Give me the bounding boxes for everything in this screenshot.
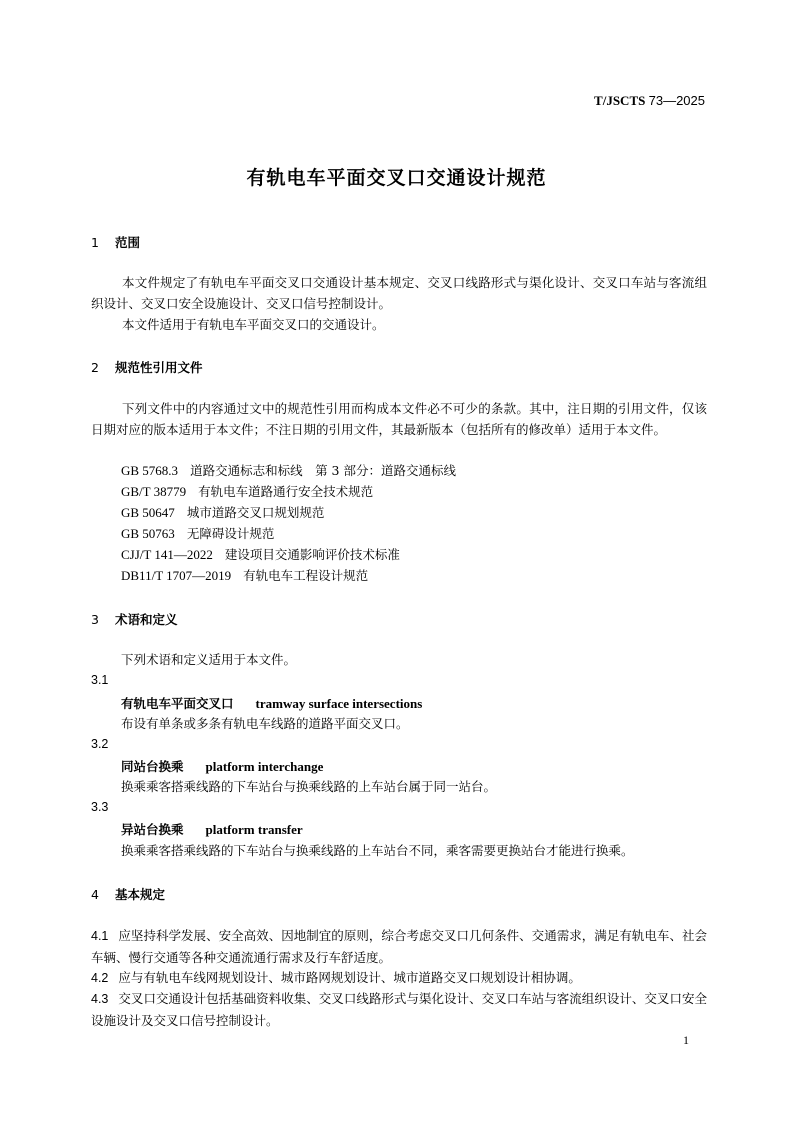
section-2-heading: [91, 358, 203, 376]
section-title: 术语和定义: [115, 612, 178, 627]
clause-number: 4.2: [91, 971, 109, 985]
term-english: platform transfer: [205, 822, 303, 837]
section-4-heading: [91, 885, 165, 903]
reference-item: [121, 545, 400, 563]
reference-title: 城市道路交叉口规划规范: [186, 505, 325, 520]
reference-title: 有轨电车工程设计规范: [243, 568, 369, 583]
section-1-paragraph-1: 本文件规定了有轨电车平面交叉口交通设计基本规定、交叉口线路形式与渠化设计、交叉口车站与客流组织设计、交叉口安全设施设计、交叉口信号控制设计。: [91, 275, 707, 311]
term-heading: [121, 757, 323, 775]
section-number: 4: [91, 887, 99, 902]
standard-number: [594, 93, 705, 109]
reference-code: CJJ/T 141—2022: [121, 547, 213, 562]
clause-number: 4.1: [91, 929, 109, 943]
term-number: 3.2: [91, 737, 109, 751]
clause-text: 交叉口交通设计包括基础资料收集、交叉口线路形式与渠化设计、交叉口车站与客流组织设计、交叉口安全设施设计及交叉口信号控制设计。: [91, 991, 707, 1028]
section-number: 3: [91, 612, 99, 627]
section-2-paragraph: 下列文件中的内容通过文中的规范性引用而构成本文件必不可少的条款。其中，注日期的引用文件，仅该日期对应的版本适用于本文件；不注日期的引用文件，其最新版本（包括所有的修改单）适用于本文件。: [91, 401, 707, 437]
reference-item: [121, 524, 274, 542]
clause-text: 应坚持科学发展、安全高效、因地制宜的原则，综合考虑交叉口几何条件、交通需求，满足有轨电车、社会车辆、慢行交通等各种交通流通行需求及行车舒适度。: [91, 928, 707, 965]
clause-item: [91, 967, 707, 989]
term-heading: [121, 694, 422, 712]
clause-text: 应与有轨电车线网规划设计、城市路网规划设计、城市道路交叉口规划设计相协调。: [118, 970, 581, 985]
reference-item: [121, 482, 373, 500]
reference-item: [121, 461, 456, 479]
term-definition: 换乘乘客搭乘线路的下车站台与换乘线路的上车站台不同，乘客需要更换站台才能进行换乘。: [121, 843, 634, 858]
section-1-paragraph-2: 本文件适用于有轨电车平面交叉口的交通设计。: [122, 317, 385, 332]
reference-item: [121, 503, 324, 521]
reference-code: GB 5768.3: [121, 463, 179, 478]
section-title: 范围: [115, 235, 141, 250]
section-title: 基本规定: [115, 887, 166, 902]
term-english: platform interchange: [205, 759, 324, 774]
document-title: 有轨电车平面交叉口交通设计规范: [246, 167, 547, 189]
reference-item: [121, 566, 368, 584]
section-1-heading: [91, 233, 140, 251]
reference-code: GB 50763: [121, 526, 175, 541]
reference-title: 道路交通标志和标线 第 3 部分：道路交通标线: [190, 463, 456, 478]
section-3-heading: [91, 610, 178, 628]
term-chinese: 同站台换乘: [121, 759, 184, 774]
section-title: 规范性引用文件: [115, 360, 203, 375]
clause-number: 4.3: [91, 992, 109, 1006]
term-heading: [121, 820, 303, 838]
standard-code: 73—2025: [648, 93, 705, 108]
term-chinese: 异站台换乘: [121, 822, 184, 837]
reference-code: DB11/T 1707—2019: [121, 568, 232, 583]
term-english: tramway surface intersections: [255, 696, 423, 711]
term-definition: 布设有单条或多条有轨电车线路的道路平面交叉口。: [121, 716, 409, 731]
reference-code: GB 50647: [121, 505, 175, 520]
term-chinese: 有轨电车平面交叉口: [121, 696, 234, 711]
section-number: 1: [91, 235, 99, 250]
term-number: 3.3: [91, 800, 109, 814]
term-number: 3.1: [91, 673, 109, 687]
reference-title: 建设项目交通影响评价技术标准: [224, 547, 400, 562]
clause-item: [91, 988, 707, 1031]
reference-code: GB/T 38779: [121, 484, 187, 499]
section-3-intro: 下列术语和定义适用于本文件。: [121, 652, 297, 667]
section-number: 2: [91, 360, 99, 375]
reference-title: 无障碍设计规范: [186, 526, 275, 541]
reference-title: 有轨电车道路通行安全技术规范: [198, 484, 374, 499]
term-definition: 换乘乘客搭乘线路的下车站台与换乘线路的上车站台属于同一站台。: [121, 779, 497, 794]
clause-item: [91, 925, 707, 968]
page-number: 1: [683, 1033, 689, 1047]
standard-prefix: T/JSCTS: [594, 93, 646, 108]
